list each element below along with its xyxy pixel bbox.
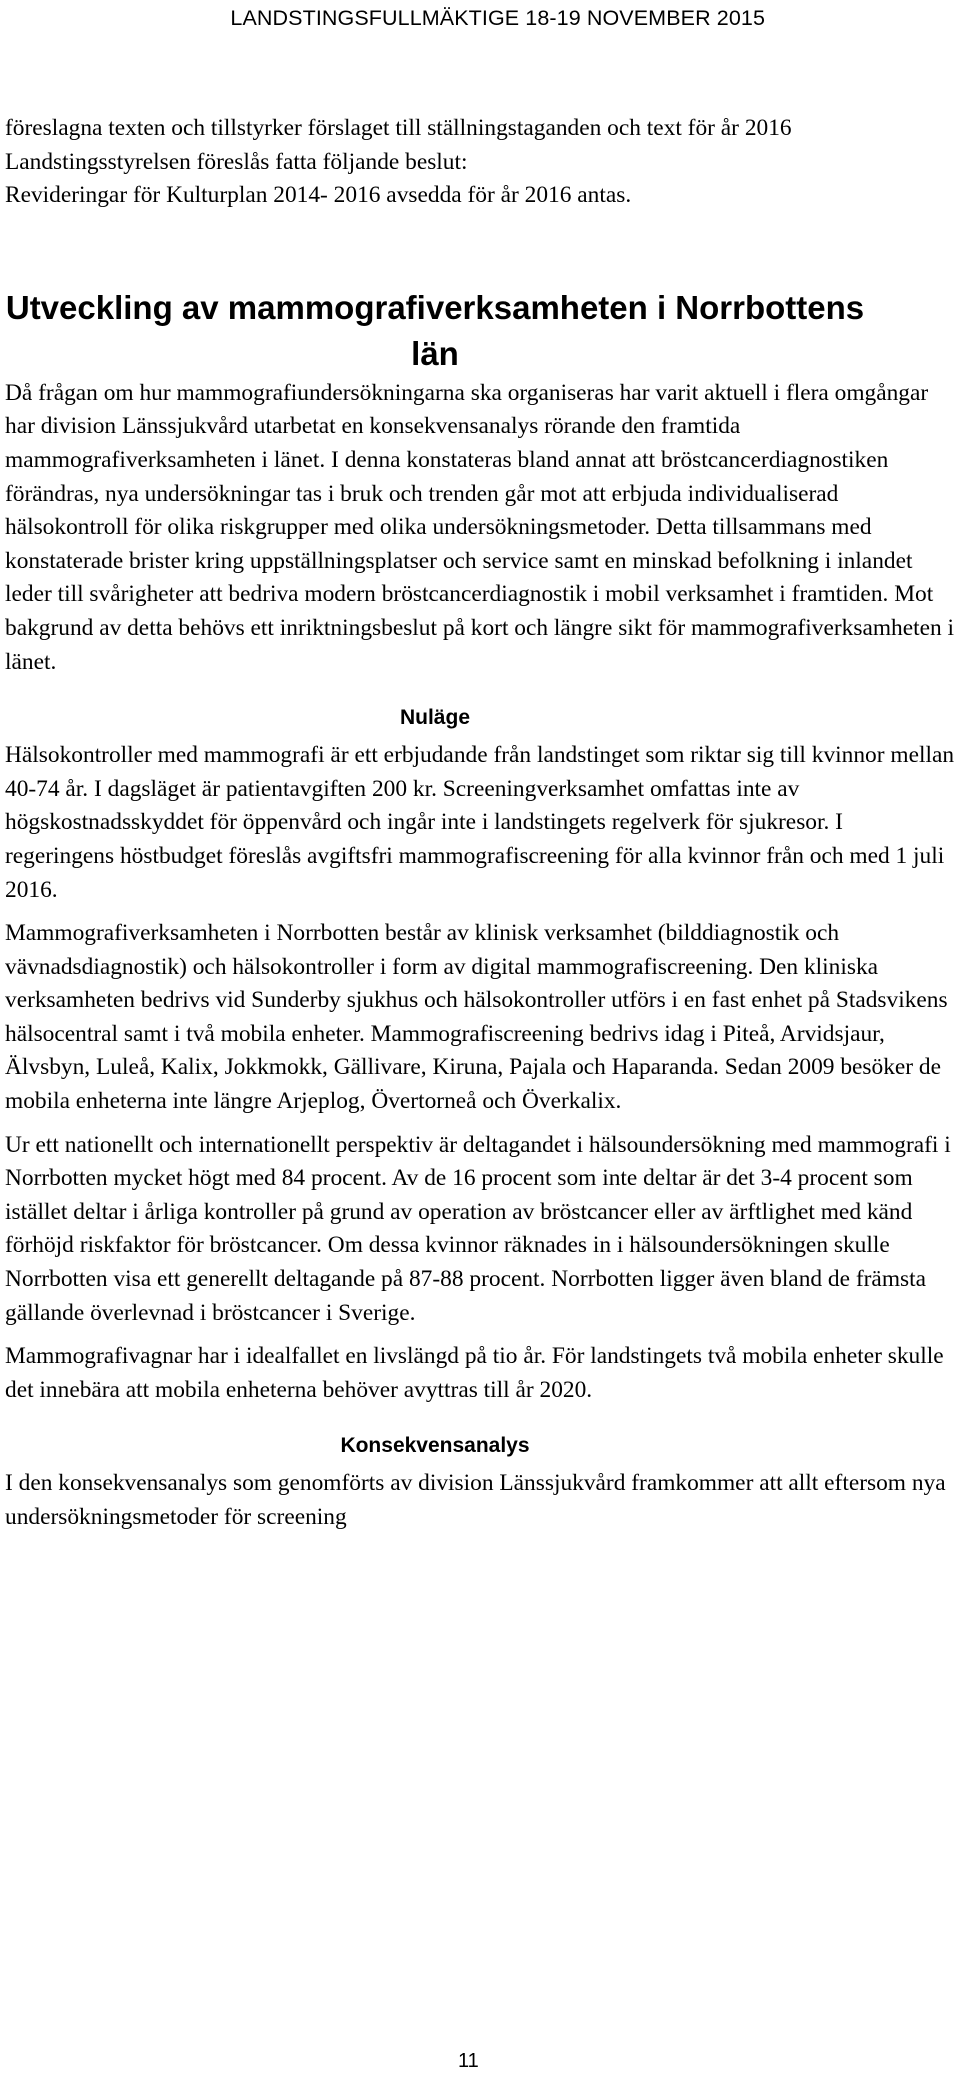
running-header: LANDSTINGSFULLMÄKTIGE 18-19 NOVEMBER 2015 <box>230 6 765 30</box>
intro-line-1: föreslagna texten och tillstyrker förslaget till ställningstaganden och text för år 2016 <box>5 115 792 141</box>
nulage-paragraph-4: Mammografivagnar har i idealfallet en livslängd på tio år. För landstingets två mobila enheter skulle det innebära att mobila enheterna behöver avyttras till år 2020. <box>5 1343 944 1403</box>
nulage-heading: Nuläge <box>399 706 470 730</box>
section-title: Utveckling av mammografiverksamheten i Norrbottens län <box>5 288 865 372</box>
nulage-paragraph-2: Mammografiverksamheten i Norrbotten består av klinisk verksamhet (bilddiagnostik och vävnadsdiagnostik) och hälsokontroller i form av digital mammografiscreening. Den kliniska verksamheten bedrivs vid Sunderby sjukhus och hälsokontroller utförs i en fast enhet på Stadsvikens hälsocentral samt i två mobila enheter. Mammografiscreening bedrivs idag i Piteå, Arvidsjaur, Älvsbyn, Luleå, Kalix, Jokkmokk, Gällivare, Kiruna, Pajala och Haparanda. Sedan 2009 besöker de mobila enheterna inte längre Arjeplog, Övertorneå och Överkalix. <box>5 920 948 1115</box>
konsekvensanalys-paragraph-1: I den konsekvensanalys som genomförts av division Länssjukvård framkommer att allt eftersom nya undersökningsmetoder för screening <box>5 1470 946 1530</box>
page-content <box>5 112 955 1535</box>
konsekvensanalys-heading: Konsekvensanalys <box>340 1434 530 1458</box>
intro-line-3: Revideringar för Kulturplan 2014- 2016 avsedda för år 2016 antas. <box>5 182 632 209</box>
section-intro-paragraph: Då frågan om hur mammografiundersökningarna ska organiseras har varit aktuell i flera omgångar har division Länssjukvård utarbetat en konsekvensanalys rörande den framtida mammografiverksamheten i länet. I denna konstateras bland annat att bröstcancerdiagnostiken förändras, nya undersökningar tas i bruk och trenden går mot att erbjuda individualiserad hälsokontroll för olika riskgrupper med olika undersökningsmetoder. Detta tillsammans med konstaterade brister kring uppställningsplatser och service samt en minskad befolkning i inlandet leder till svårigheter att bedriva modern bröstcancerdiagnostik i mobil verksamhet i framtiden. Mot bakgrund av detta behövs ett inriktningsbeslut på kort och längre sikt för mammografiverksamheten i länet. <box>5 379 955 675</box>
page-number: 11 <box>458 2050 479 2072</box>
intro-line-2: Landstingsstyrelsen föreslås fatta följande beslut: <box>5 148 468 175</box>
nulage-paragraph-3: Ur ett nationellt och internationellt perspektiv är deltagandet i hälsoundersökning med mammografi i Norrbotten mycket högt med 84 procent. Av de 16 procent som inte deltar är det 3-4 procent som istället deltar i årliga kontroller på grund av operation av bröstcancer eller av ärftlighet med känd förhöjd riskfaktor för bröstcancer. Om dessa kvinnor räknades in i hälsoundersökningen skulle Norrbotten visa ett generellt deltagande på 87-88 procent. Norrbotten ligger även bland de främsta gällande överlevnad i bröstcancer i Sverige. <box>5 1131 951 1326</box>
nulage-paragraph-1: Hälsokontroller med mammografi är ett erbjudande från landstinget som riktar sig till kvinnor mellan 40-74 år. I dagsläget är patientavgiften 200 kr. Screeningverksamhet omfattas inte av högskostnadsskyddet för öppenvård och ingår inte i landstingets regelverk för sjukresor. I regeringens höstbudget föreslås avgiftsfri mammografiscreening för alla kvinnor från och med 1 juli 2016. <box>5 742 955 903</box>
